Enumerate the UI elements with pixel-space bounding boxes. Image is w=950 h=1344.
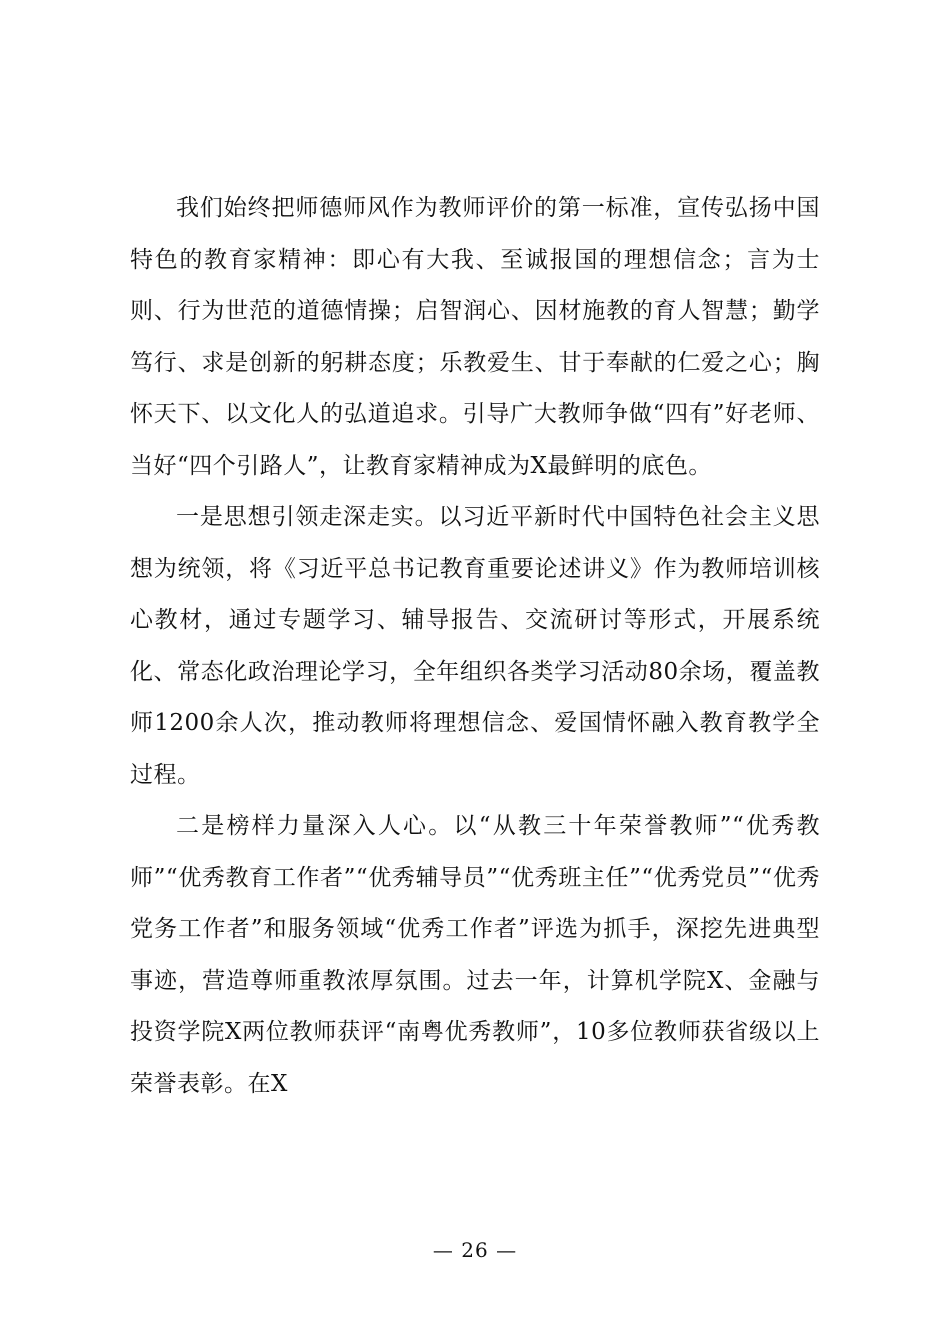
document-body xyxy=(130,183,820,1110)
paragraph-role-models: 二是榜样力量深入人心。以“从教三十年荣誉教师”“优秀教师”“优秀教育工作者”“优秀辅导员”“优秀班主任”“优秀党员”“优秀党务工作者”和服务领域“优秀工作者”评选为抓手，深挖先进典型事迹，营造尊师重教浓厚氛围。过去一年，计算机学院X、金融与投资学院X两位教师获评“南粤优秀教师”，10多位教师获省级以上荣誉表彰。在X xyxy=(130,813,820,1097)
paragraph-ideological-guidance: 一是思想引领走深走实。以习近平新时代中国特色社会主义思想为统领，将《习近平总书记教育重要论述讲义》作为教师培训核心教材，通过专题学习、辅导报告、交流研讨等形式，开展系统化、常态化政治理论学习，全年组织各类学习活动80余场，覆盖教师1200余人次，推动教师将理想信念、爱国情怀融入教育教学全过程。 xyxy=(130,504,820,788)
paragraph-teacher-ethics: 我们始终把师德师风作为教师评价的第一标准，宣传弘扬中国特色的教育家精神：即心有大我、至诚报国的理想信念；言为士则、行为世范的道德情操；启智润心、因材施教的育人智慧；勤学笃行、求是创新的躬耕态度；乐教爱生、甘于奉献的仁爱之心；胸怀天下、以文化人的弘道追求。引导广大教师争做“四有”好老师、当好“四个引路人”，让教育家精神成为X最鲜明的底色。 xyxy=(130,195,820,479)
page-number: — 26 — xyxy=(432,1238,518,1262)
